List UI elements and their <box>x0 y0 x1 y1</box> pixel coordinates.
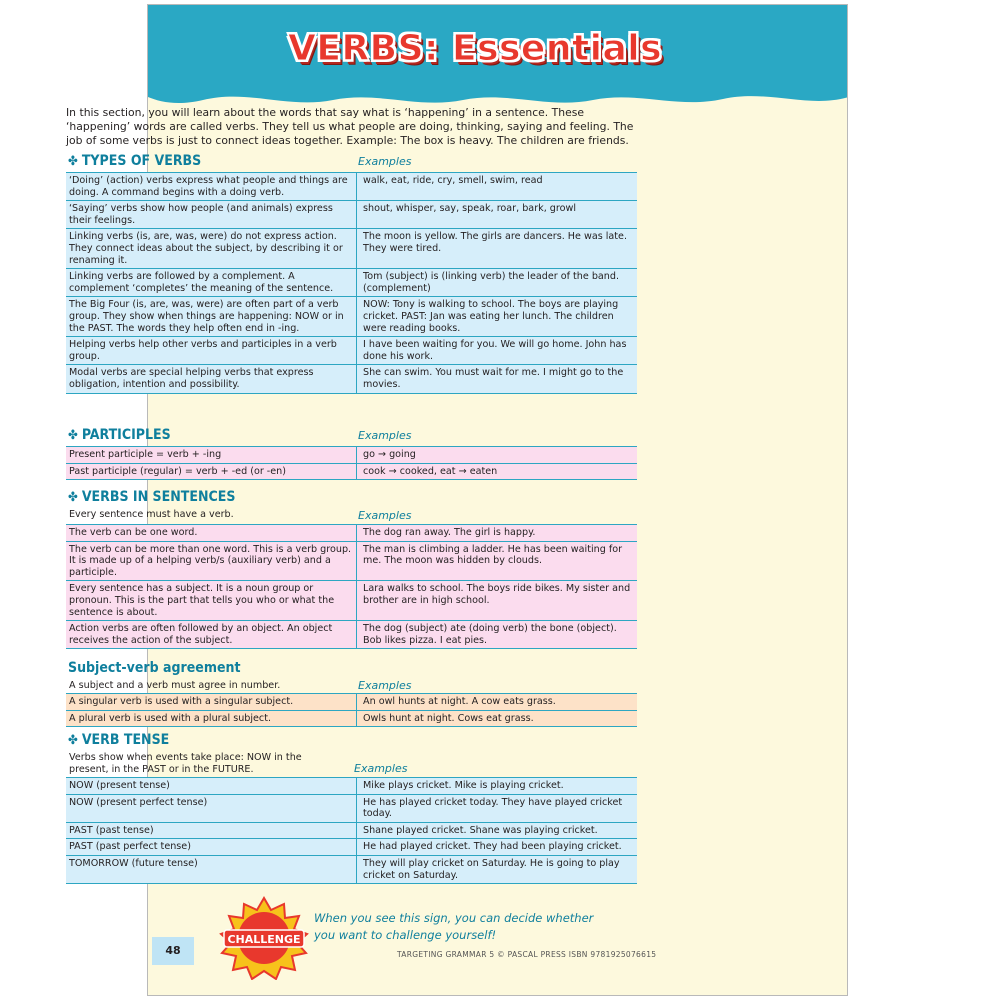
row-description: Modal verbs are special helping verbs that express obligation, intention and possibility. <box>66 365 357 393</box>
sentences-table <box>66 524 637 649</box>
table-row <box>66 621 637 649</box>
challenge-badge-label: CHALLENGE <box>227 933 301 946</box>
table-row <box>66 337 637 365</box>
challenge-badge-icon <box>218 896 310 980</box>
row-example: cook → cooked, eat → eaten <box>357 463 638 480</box>
table-row <box>66 822 637 839</box>
row-description: PAST (past perfect tense) <box>66 839 357 856</box>
plus-icon: ✤ <box>68 428 78 443</box>
plus-icon: ✤ <box>68 733 78 748</box>
row-description: The Big Four (is, are, was, were) are often part of a verb group. They show when things are happening: NOW or in the PAST. The words they help often end in -ing. <box>66 297 357 337</box>
row-example: He had played cricket. They had been playing cricket. <box>357 839 638 856</box>
row-example: Tom (subject) is (linking verb) the leader of the band. (complement) <box>357 269 638 297</box>
examples-label: Examples <box>358 679 412 692</box>
row-example: walk, eat, ride, cry, smell, swim, read <box>357 173 638 201</box>
row-example: NOW: Tony is walking to school. The boys are playing cricket. PAST: Jan was eating her lunch. The children were reading books. <box>357 297 638 337</box>
row-description: Past participle (regular) = verb + -ed (or -en) <box>66 463 357 480</box>
row-example: The dog ran away. The girl is happy. <box>357 525 638 542</box>
row-example: The moon is yellow. The girls are dancers. He was late. They were tired. <box>357 229 638 269</box>
table-row <box>66 855 637 883</box>
row-example: He has played cricket today. They have played cricket today. <box>357 794 638 822</box>
plus-icon: ✤ <box>68 154 78 169</box>
participles-table <box>66 446 637 480</box>
table-row <box>66 778 637 795</box>
footer-credit: TARGETING GRAMMAR 5 © PASCAL PRESS ISBN 9781925076615 <box>397 950 657 959</box>
table-row <box>66 173 637 201</box>
table-row <box>66 694 637 711</box>
table-row <box>66 297 637 337</box>
verb-tense-section <box>66 731 636 884</box>
row-description: ‘Saying’ verbs show how people (and animals) express their feelings. <box>66 201 357 229</box>
table-row <box>66 794 637 822</box>
row-example: Owls hunt at night. Cows eat grass. <box>357 710 638 727</box>
table-row <box>66 541 637 581</box>
section-heading: Subject-verb agreement <box>68 660 241 676</box>
challenge-note: When you see this sign, you can decide whether you want to challenge yourself! <box>314 911 594 942</box>
page-title: VERBS: Essentials <box>288 28 663 69</box>
row-description: Action verbs are often followed by an object. An object receives the action of the subject. <box>66 621 357 649</box>
subject-verb-agreement-section <box>66 659 636 727</box>
types-table <box>66 172 637 394</box>
participles-section <box>66 426 636 480</box>
examples-label: Examples <box>358 429 412 442</box>
row-example: The dog (subject) ate (doing verb) the bone (object). Bob likes pizza. I eat pies. <box>357 621 638 649</box>
plus-icon: ✤ <box>68 490 78 505</box>
row-description: The verb can be one word. <box>66 525 357 542</box>
row-example: Shane played cricket. Shane was playing cricket. <box>357 822 638 839</box>
row-description: NOW (present tense) <box>66 778 357 795</box>
table-row <box>66 229 637 269</box>
section-lead: Every sentence must have a verb. <box>69 509 234 520</box>
row-description: Linking verbs are followed by a complement. A complement ‘completes’ the meaning of the sentence. <box>66 269 357 297</box>
table-row <box>66 269 637 297</box>
row-description: Every sentence has a subject. It is a noun group or pronoun. This is the part that tells you who or what the sentence is about. <box>66 581 357 621</box>
row-description: A plural verb is used with a plural subject. <box>66 710 357 727</box>
row-description: Linking verbs (is, are, was, were) do not express action. They connect ideas about the subject, by describing it or renaming it. <box>66 229 357 269</box>
table-row <box>66 839 637 856</box>
table-row <box>66 710 637 727</box>
examples-label: Examples <box>358 509 412 522</box>
agreement-table <box>66 693 637 727</box>
table-row <box>66 201 637 229</box>
tense-table <box>66 777 637 884</box>
row-description: Present participle = verb + -ing <box>66 447 357 464</box>
row-example: go → going <box>357 447 638 464</box>
examples-label: Examples <box>354 762 408 775</box>
row-description: Helping verbs help other verbs and participles in a verb group. <box>66 337 357 365</box>
table-row <box>66 365 637 393</box>
section-lead: A subject and a verb must agree in number. <box>69 680 281 691</box>
row-example: They will play cricket on Saturday. He is going to play cricket on Saturday. <box>357 855 638 883</box>
section-lead: Verbs show when events take place: NOW in the present, in the PAST or in the FUTURE. <box>69 752 302 775</box>
row-description: A singular verb is used with a singular subject. <box>66 694 357 711</box>
table-row <box>66 463 637 480</box>
row-example: shout, whisper, say, speak, roar, bark, growl <box>357 201 638 229</box>
row-description: PAST (past tense) <box>66 822 357 839</box>
verbs-in-sentences-section <box>66 488 636 649</box>
section-heading: TYPES OF VERBS <box>81 153 202 169</box>
page-number: 48 <box>152 937 194 965</box>
row-description: TOMORROW (future tense) <box>66 855 357 883</box>
examples-label: Examples <box>358 155 412 168</box>
section-heading: VERB TENSE <box>81 732 170 748</box>
row-example: Mike plays cricket. Mike is playing cricket. <box>357 778 638 795</box>
row-description: NOW (present perfect tense) <box>66 794 357 822</box>
table-row <box>66 581 637 621</box>
row-description: ‘Doing’ (action) verbs express what people and things are doing. A command begins with a doing verb. <box>66 173 357 201</box>
row-example: An owl hunts at night. A cow eats grass. <box>357 694 638 711</box>
row-description: The verb can be more than one word. This is a verb group. It is made up of a helping verb/s (auxiliary verb) and a participle. <box>66 541 357 581</box>
row-example: Lara walks to school. The boys ride bikes. My sister and brother are in high school. <box>357 581 638 621</box>
row-example: I have been waiting for you. We will go home. John has done his work. <box>357 337 638 365</box>
row-example: The man is climbing a ladder. He has been waiting for me. The moon was hidden by clouds. <box>357 541 638 581</box>
row-example: She can swim. You must wait for me. I might go to the movies. <box>357 365 638 393</box>
table-row <box>66 447 637 464</box>
types-of-verbs-section <box>66 152 636 394</box>
intro-paragraph: In this section, you will learn about the words that say what is ‘happening’ in a sentence. These ‘happening’ words are called verbs. They tell us what people are doing, thinking, saying and feeling. The job of some verbs is just to connect ideas together. Example: The box is heavy. The children are friends. <box>66 106 634 147</box>
table-row <box>66 525 637 542</box>
section-heading: PARTICIPLES <box>81 427 171 443</box>
section-heading: VERBS IN SENTENCES <box>81 489 236 505</box>
